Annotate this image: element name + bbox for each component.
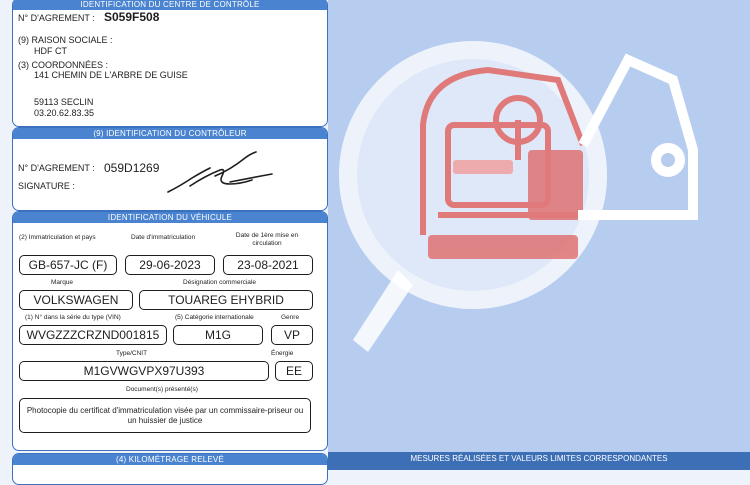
raison-sociale-label: (9) RAISON SOCIALE :: [18, 35, 113, 45]
coordonnees-label: (3) COORDONNÉES :: [18, 60, 109, 70]
energie-value: EE: [275, 361, 313, 381]
kilometrage-panel: [12, 453, 328, 485]
address-line-1: 141 CHEMIN DE L'ARBRE DE GUISE: [34, 70, 188, 80]
watermark-background: [328, 0, 750, 470]
controleur-header: (9) IDENTIFICATION DU CONTRÔLEUR: [13, 128, 327, 139]
controleur-agrement-label: N° D'AGREMENT :: [18, 163, 95, 173]
date-immat-label: Date d'immatriculation: [131, 234, 196, 241]
controleur-agrement-value: 059D1269: [104, 161, 160, 175]
type-label: Type/CNIT: [116, 350, 148, 357]
inspection-watermark-icon: [328, 0, 750, 470]
date-first-value: 23-08-2021: [223, 255, 313, 275]
type-value: M1GVWGVPX97U393: [19, 361, 269, 381]
signature-image: [160, 148, 280, 203]
centre-agrement-label: N° D'AGREMENT :: [18, 13, 95, 23]
address-line-2: 59113 SECLIN: [34, 97, 94, 107]
vin-label: (1) N° dans la série du type (VIN): [25, 314, 121, 321]
genre-value: VP: [271, 325, 313, 345]
signature-label: SIGNATURE :: [18, 181, 75, 191]
marque-label: Marque: [51, 279, 74, 286]
categorie-label: (5) Catégorie internationale: [175, 314, 254, 321]
phone-number: 03.20.62.83.35: [34, 108, 95, 118]
immat-label: (2) Immatriculation et pays: [19, 234, 96, 241]
mesures-header: MESURES RÉALISÉES ET VALEURS LIMITES CORRESPONDANTES: [328, 452, 750, 470]
centre-panel: [12, 0, 328, 127]
documents-label: Document(s) présenté(s): [126, 386, 198, 393]
documents-value: Photocopie du certificat d'immatriculation visée par un commissaire-priseur ou un huissier de justice: [19, 398, 311, 433]
date-first-label: Date de 1ère mise en circulation: [235, 232, 299, 247]
genre-label: Genre: [281, 314, 300, 321]
vehicule-header: IDENTIFICATION DU VÉHICULE: [13, 212, 327, 223]
marque-value: VOLKSWAGEN: [19, 290, 133, 310]
categorie-value: M1G: [173, 325, 263, 345]
vehicule-panel: [12, 211, 328, 451]
centre-agrement-value: S059F508: [104, 10, 160, 24]
centre-header: IDENTIFICATION DU CENTRE DE CONTRÔLE: [13, 0, 327, 10]
designation-label: Désignation commerciale: [183, 279, 256, 286]
kilometrage-header: (4) KILOMÉTRAGE RELEVÉ: [13, 454, 327, 465]
vin-value: WVGZZZCRZND001815: [19, 325, 167, 345]
designation-value: TOUAREG EHYBRID: [139, 290, 313, 310]
energie-label: Énergie: [271, 350, 294, 357]
raison-sociale-value: HDF CT: [34, 46, 67, 56]
date-immat-value: 29-06-2023: [125, 255, 215, 275]
immat-value: GB-657-JC (F): [19, 255, 117, 275]
